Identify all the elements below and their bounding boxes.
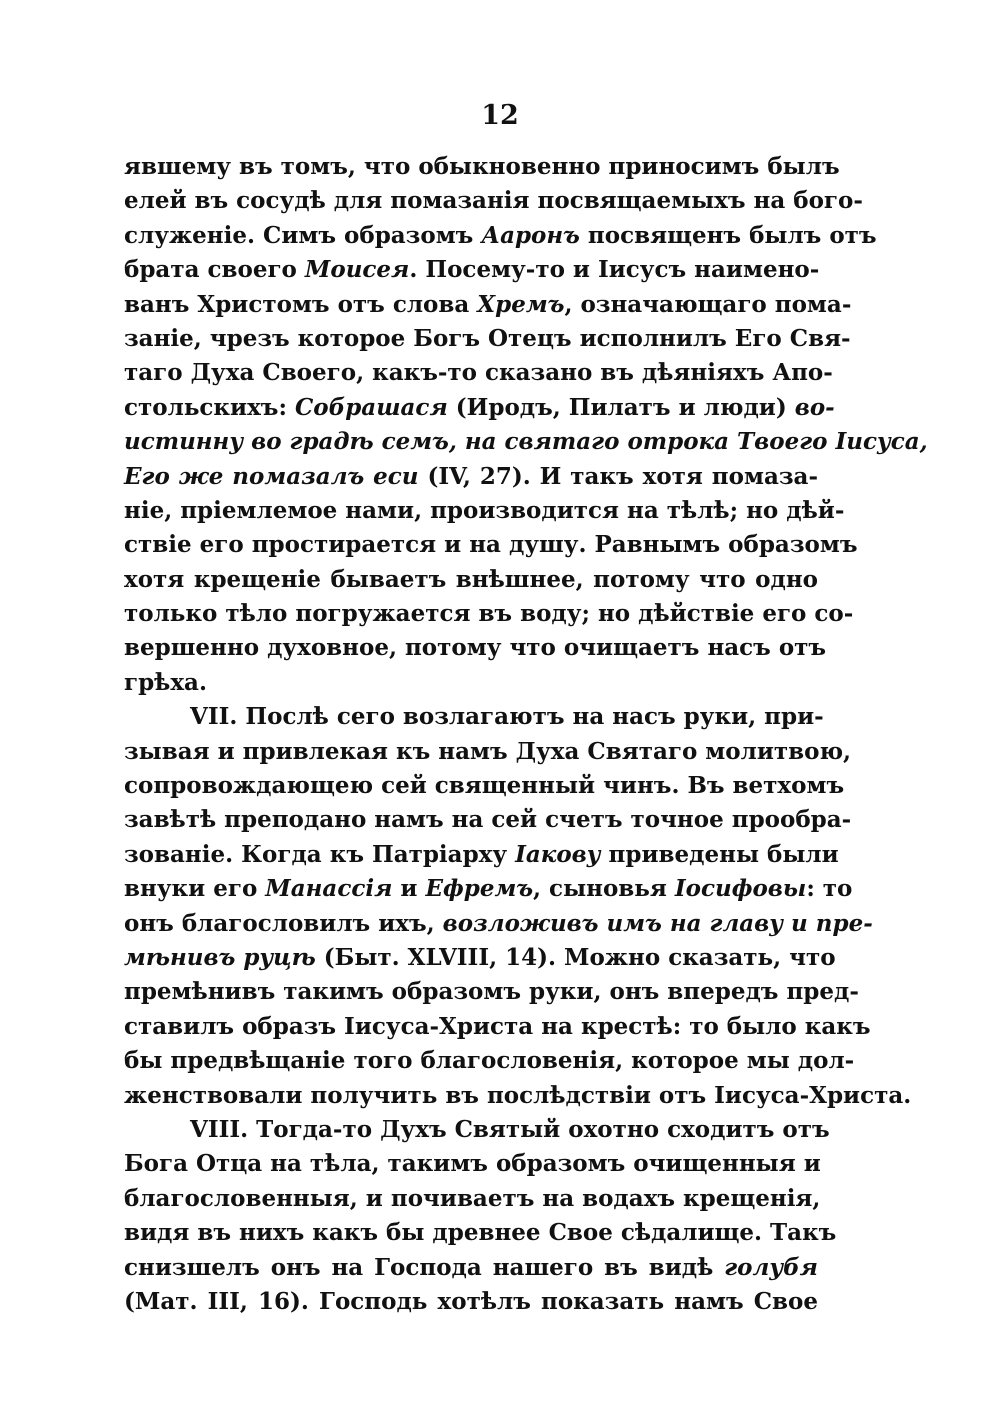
text-line: ствіе его простирается и на душу. Равнымъ образомъ [124,531,858,559]
text-line: благословенныя, и почиваетъ на водахъ крещенія, [124,1184,821,1212]
text-line: стольскихъ: Собрашася (Иродъ, Пилатъ и люди) во- [124,393,835,421]
text-line: грѣха. [124,668,207,696]
text-line: онъ благословилъ ихъ, возложивъ имъ на главу и пре- [124,909,873,937]
text-line: служеніе. Симъ образомъ Ааронъ посвященъ былъ отъ [124,221,877,249]
text-line: завѣтѣ преподано намъ на сей счетъ точное прообра- [124,806,852,834]
text-line: только тѣло погружается въ воду; но дѣйствіе его со- [124,600,854,628]
text-line: Его же помазалъ еси (IV, 27). И такъ хотя помаза- [124,462,818,490]
text-line: ванъ Христомъ отъ слова Хремъ, означающаго пома- [124,290,852,318]
text-line: елей въ сосудѣ для помазанія посвящаемыхъ на бого- [124,187,863,215]
body-text [124,150,928,1319]
text-line: зывая и привлекая къ намъ Духа Святаго молитвою, [124,737,852,765]
text-line: ставилъ образъ Іисуса-Христа на крестѣ: то было какъ [124,1012,871,1040]
text-line: Бога Отца на тѣла, такимъ образомъ очищенныя и [124,1150,821,1178]
text-line: таго Духа Своего, какъ-то сказано въ дѣяніяхъ Апо- [124,359,833,387]
text-line: женствовали получить въ послѣдствіи отъ Іисуса-Христа. [124,1081,912,1109]
text-line: бы предвѣщаніе того благословенія, которое мы дол- [124,1047,855,1075]
text-line: сопровождающею сей священный чинъ. Въ ветхомъ [124,772,845,800]
text-line: брата своего Моисея. Посему-то и Іисусъ наимено- [124,256,820,284]
text-line: хотя крещеніе бываетъ внѣшнее, потому что одно [124,565,818,593]
text-line: VIII. Тогда-то Духъ Святый охотно сходитъ отъ [190,1115,830,1143]
text-line: премѣнивъ такимъ образомъ руки, онъ впередъ пред- [124,978,859,1006]
text-line: снизшелъ онъ на Господа нашего въ видѣ голубя [124,1253,818,1281]
text-line: вершенно духовное, потому что очищаетъ насъ отъ [124,634,827,662]
text-line: мѣнивъ руцѣ (Быт. XLVIII, 14). Можно сказать, что [124,943,836,971]
text-line: внуки его Манассія и Ефремъ, сыновья Іосифовы: то [124,875,853,903]
text-line: ніе, пріемлемое нами, производится на тѣлѣ; но дѣй- [124,496,845,524]
text-line: явшему въ томъ, что обыкновенно приносимъ былъ [124,153,840,180]
text-line: зованіе. Когда къ Патріарху Іакову приведены были [124,840,839,868]
text-line: (Мат. III, 16). Господь хотѣлъ показать намъ Свое [124,1287,818,1315]
text-line: заніе, чрезъ которое Богъ Отецъ исполнилъ Его Свя- [124,324,851,352]
page-number: 12 [481,100,519,131]
text-line: видя въ нихъ какъ бы древнее Свое сѣдалище. Такъ [124,1219,837,1247]
text-line: истинну во градѣ семъ, на святаго отрока Твоего Іисуса, [124,428,928,456]
text-line: VII. Послѣ сего возлагаютъ на насъ руки, при- [190,703,824,731]
